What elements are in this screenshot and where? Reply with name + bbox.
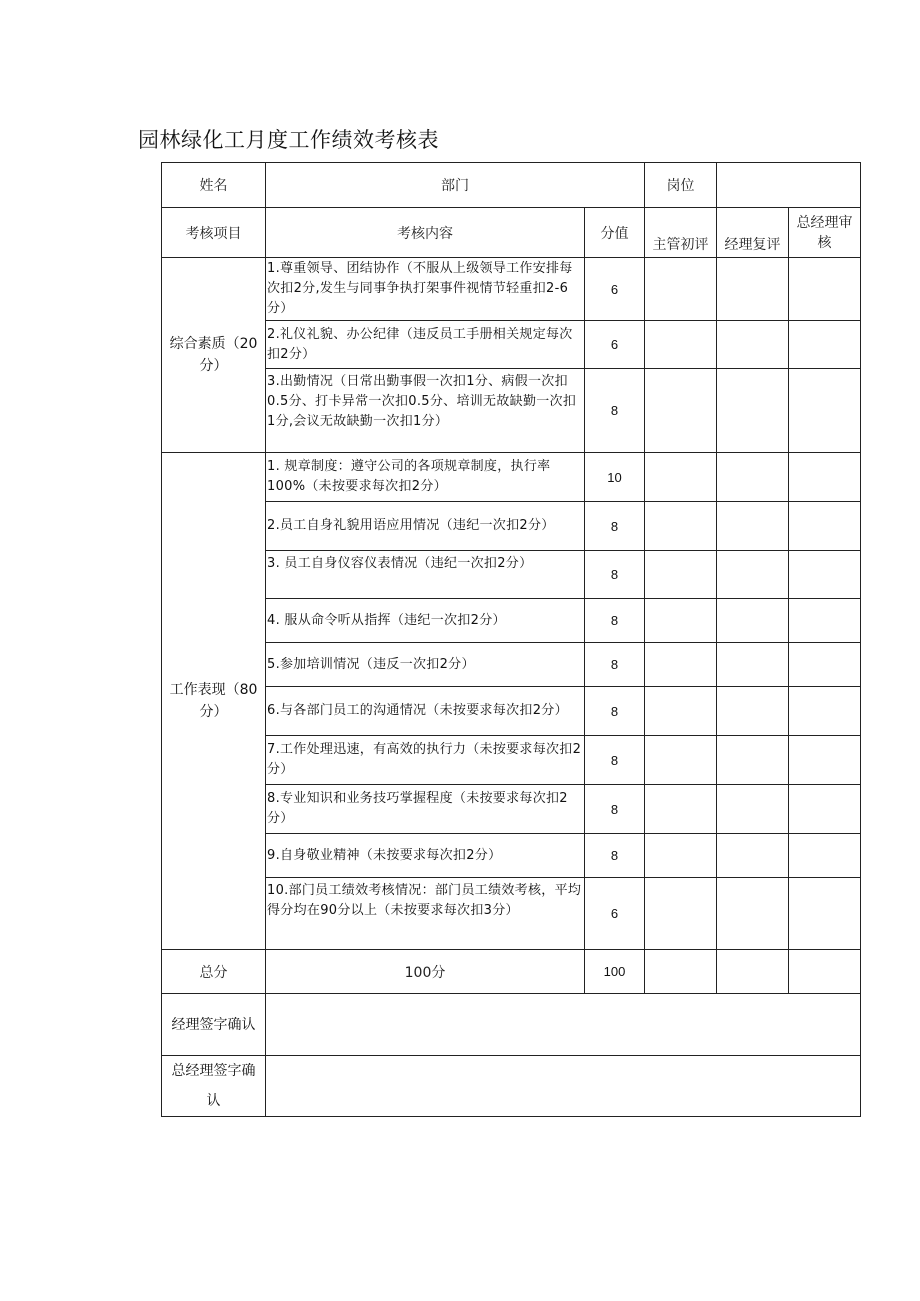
table-row bbox=[162, 453, 861, 502]
score-cell: 8 bbox=[585, 369, 645, 453]
manager-review-label: 经理复评 bbox=[717, 208, 789, 258]
content-cell: 1. 规章制度：遵守公司的各项规章制度，执行率100%（未按要求每次扣2分） bbox=[266, 453, 585, 502]
content-cell: 2.礼仪礼貌、办公纪律（违反员工手册相关规定每次扣2分） bbox=[266, 321, 585, 369]
dept-label: 部门 bbox=[266, 163, 645, 208]
supervisor-review-label: 主管初评 bbox=[645, 208, 717, 258]
score-cell: 8 bbox=[585, 502, 645, 551]
table-row bbox=[162, 258, 861, 321]
gm-cell[interactable] bbox=[789, 453, 861, 502]
content-cell: 7.工作处理迅速，有高效的执行力（未按要求每次扣2分） bbox=[266, 736, 585, 785]
content-cell: 4. 服从命令听从指挥（违纪一次扣2分） bbox=[266, 599, 585, 643]
evaluation-table bbox=[161, 162, 861, 1117]
gm-signature-field[interactable] bbox=[266, 1056, 861, 1117]
gm-cell[interactable] bbox=[789, 321, 861, 369]
gm-cell[interactable] bbox=[789, 502, 861, 551]
score-cell: 6 bbox=[585, 258, 645, 321]
supervisor-cell[interactable] bbox=[645, 643, 717, 687]
info-row bbox=[162, 163, 861, 208]
manager-cell[interactable] bbox=[717, 321, 789, 369]
total-label: 总分 bbox=[162, 950, 266, 994]
content-cell: 8.专业知识和业务技巧掌握程度（未按要求每次扣2分） bbox=[266, 785, 585, 834]
content-cell: 6.与各部门员工的沟通情况（未按要求每次扣2分） bbox=[266, 687, 585, 736]
table-row bbox=[162, 369, 861, 453]
manager-cell[interactable] bbox=[717, 878, 789, 950]
manager-cell[interactable] bbox=[717, 643, 789, 687]
gm-cell[interactable] bbox=[789, 878, 861, 950]
post-label: 岗位 bbox=[645, 163, 717, 208]
score-cell: 8 bbox=[585, 687, 645, 736]
gm-signature-label: 总经理签字确认 bbox=[162, 1056, 266, 1117]
item-label: 考核项目 bbox=[162, 208, 266, 258]
table-row bbox=[162, 736, 861, 785]
gm-cell[interactable] bbox=[789, 599, 861, 643]
table-row bbox=[162, 687, 861, 736]
gm-cell[interactable] bbox=[789, 369, 861, 453]
manager-cell[interactable] bbox=[717, 736, 789, 785]
content-cell: 3. 员工自身仪容仪表情况（违纪一次扣2分） bbox=[266, 551, 585, 599]
score-cell: 8 bbox=[585, 785, 645, 834]
score-cell: 10 bbox=[585, 453, 645, 502]
supervisor-cell[interactable] bbox=[645, 453, 717, 502]
post-value-cell[interactable] bbox=[717, 163, 861, 208]
supervisor-cell[interactable] bbox=[645, 687, 717, 736]
supervisor-cell[interactable] bbox=[645, 502, 717, 551]
supervisor-cell[interactable] bbox=[645, 258, 717, 321]
score-label: 分值 bbox=[585, 208, 645, 258]
supervisor-cell[interactable] bbox=[645, 321, 717, 369]
table-row bbox=[162, 834, 861, 878]
score-cell: 6 bbox=[585, 321, 645, 369]
manager-cell[interactable] bbox=[717, 502, 789, 551]
table-row bbox=[162, 599, 861, 643]
table-row bbox=[162, 878, 861, 950]
page-title: 园林绿化工月度工作绩效考核表 bbox=[138, 128, 439, 152]
table-row bbox=[162, 643, 861, 687]
gm-signature-row bbox=[162, 1056, 861, 1117]
score-cell: 8 bbox=[585, 643, 645, 687]
table-row bbox=[162, 785, 861, 834]
manager-cell[interactable] bbox=[717, 258, 789, 321]
category-cell: 工作表现（80分） bbox=[162, 453, 266, 950]
gm-cell[interactable] bbox=[789, 785, 861, 834]
gm-cell[interactable] bbox=[789, 258, 861, 321]
supervisor-cell[interactable] bbox=[645, 834, 717, 878]
supervisor-cell[interactable] bbox=[645, 369, 717, 453]
supervisor-total-cell[interactable] bbox=[645, 950, 717, 994]
supervisor-cell[interactable] bbox=[645, 785, 717, 834]
score-cell: 8 bbox=[585, 551, 645, 599]
gm-cell[interactable] bbox=[789, 551, 861, 599]
gm-cell[interactable] bbox=[789, 736, 861, 785]
manager-total-cell[interactable] bbox=[717, 950, 789, 994]
manager-signature-row bbox=[162, 994, 861, 1056]
header-row bbox=[162, 208, 861, 258]
score-cell: 8 bbox=[585, 736, 645, 785]
manager-cell[interactable] bbox=[717, 453, 789, 502]
manager-cell[interactable] bbox=[717, 834, 789, 878]
manager-cell[interactable] bbox=[717, 599, 789, 643]
table-row bbox=[162, 502, 861, 551]
gm-cell[interactable] bbox=[789, 834, 861, 878]
score-cell: 8 bbox=[585, 834, 645, 878]
category-cell: 综合素质（20分） bbox=[162, 258, 266, 453]
manager-signature-label: 经理签字确认 bbox=[162, 994, 266, 1056]
supervisor-cell[interactable] bbox=[645, 878, 717, 950]
score-cell: 8 bbox=[585, 599, 645, 643]
score-cell: 6 bbox=[585, 878, 645, 950]
name-label: 姓名 bbox=[162, 163, 266, 208]
supervisor-cell[interactable] bbox=[645, 551, 717, 599]
manager-cell[interactable] bbox=[717, 687, 789, 736]
gm-cell[interactable] bbox=[789, 687, 861, 736]
content-cell: 1.尊重领导、团结协作（不服从上级领导工作安排每次扣2分,发生与同事争执打架事件视情节轻重扣2-6分） bbox=[266, 258, 585, 321]
supervisor-cell[interactable] bbox=[645, 736, 717, 785]
content-label: 考核内容 bbox=[266, 208, 585, 258]
content-cell: 9.自身敬业精神（未按要求每次扣2分） bbox=[266, 834, 585, 878]
table-row bbox=[162, 321, 861, 369]
content-cell: 5.参加培训情况（违反一次扣2分） bbox=[266, 643, 585, 687]
table-row bbox=[162, 551, 861, 599]
total-score: 100 bbox=[585, 950, 645, 994]
gm-review-label: 总经理审核 bbox=[789, 208, 861, 258]
content-cell: 3.出勤情况（日常出勤事假一次扣1分、病假一次扣0.5分、打卡异常一次扣0.5分、培训无故缺勤一次扣1分,会议无故缺勤一次扣1分） bbox=[266, 369, 585, 453]
manager-cell[interactable] bbox=[717, 369, 789, 453]
content-cell: 10.部门员工绩效考核情况：部门员工绩效考核，平均得分均在90分以上（未按要求每次扣3分） bbox=[266, 878, 585, 950]
total-row bbox=[162, 950, 861, 994]
content-cell: 2.员工自身礼貌用语应用情况（违纪一次扣2分） bbox=[266, 502, 585, 551]
supervisor-cell[interactable] bbox=[645, 599, 717, 643]
total-content: 100分 bbox=[266, 950, 585, 994]
manager-cell[interactable] bbox=[717, 785, 789, 834]
gm-cell[interactable] bbox=[789, 643, 861, 687]
manager-cell[interactable] bbox=[717, 551, 789, 599]
manager-signature-field[interactable] bbox=[266, 994, 861, 1056]
gm-total-cell[interactable] bbox=[789, 950, 861, 994]
